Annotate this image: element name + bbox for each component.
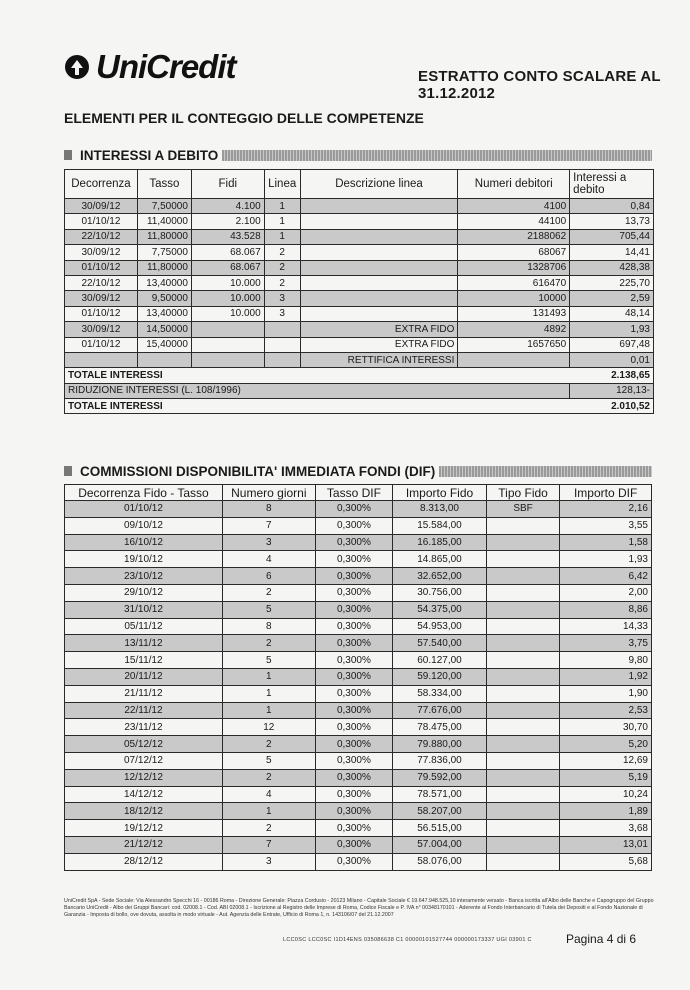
commissioni-section-bar (64, 463, 652, 479)
cell-linea: 1 (264, 229, 300, 244)
cell-importo-fido: 57.004,00 (393, 836, 487, 853)
cell-tasso: 0,300% (315, 501, 392, 518)
cell-giorni: 2 (222, 769, 315, 786)
cell-fidi: 68.067 (191, 260, 264, 275)
cell-decorrenza: 23/10/12 (65, 568, 223, 585)
cell-tasso: 0,300% (315, 719, 392, 736)
commissioni-table-body (65, 501, 652, 871)
cell-giorni: 4 (222, 551, 315, 568)
cell-linea: 2 (264, 245, 300, 260)
cell-descrizione (300, 199, 458, 214)
cell-decorrenza: 22/10/12 (65, 229, 138, 244)
cell-tipo (486, 820, 559, 837)
cell-tipo (486, 752, 559, 769)
cell-giorni: 5 (222, 601, 315, 618)
commissioni-row (65, 786, 652, 803)
cell-decorrenza: 19/10/12 (65, 551, 223, 568)
interessi-section-title: INTERESSI A DEBITO (80, 147, 219, 163)
totale-interessi-value: 2.138,65 (570, 368, 654, 383)
cell-numeri: 4892 (458, 322, 570, 337)
cell-tipo (486, 652, 559, 669)
cell-giorni: 2 (222, 584, 315, 601)
cell-giorni: 3 (222, 534, 315, 551)
riduzione-row (65, 383, 654, 398)
cell-importo-dif: 2,16 (560, 501, 652, 518)
cell-decorrenza: 13/11/12 (65, 635, 223, 652)
cell-giorni: 2 (222, 635, 315, 652)
section-bar-fill (439, 466, 652, 477)
cell-decorrenza: 12/12/12 (65, 769, 223, 786)
cell-giorni: 5 (222, 752, 315, 769)
cell-interessi: 13,73 (570, 214, 654, 229)
col-header-numeri: Numeri debitori (458, 170, 570, 199)
cell-decorrenza: 22/10/12 (65, 275, 138, 290)
cell-importo-fido: 58.207,00 (393, 803, 487, 820)
cell-tipo (486, 618, 559, 635)
totale-interessi-label: TOTALE INTERESSI (65, 368, 570, 383)
cell-giorni: 1 (222, 803, 315, 820)
cell-descrizione: EXTRA FIDO (300, 322, 458, 337)
cell-linea (264, 322, 300, 337)
cell-descrizione (300, 260, 458, 275)
cell-importo-fido: 79.592,00 (393, 769, 487, 786)
interessi-row (65, 214, 654, 229)
cell-linea: 2 (264, 260, 300, 275)
cell-fidi: 43.528 (191, 229, 264, 244)
cell-importo-fido: 54.375,00 (393, 601, 487, 618)
cell-importo-fido: 54.953,00 (393, 618, 487, 635)
interessi-row (65, 352, 654, 367)
cell-linea: 1 (264, 214, 300, 229)
cell-importo-dif: 8,86 (560, 601, 652, 618)
cell-decorrenza: 18/12/12 (65, 803, 223, 820)
cell-importo-fido: 30.756,00 (393, 584, 487, 601)
section-bar-fill (222, 150, 652, 161)
cell-tasso: 0,300% (315, 803, 392, 820)
commissioni-row (65, 635, 652, 652)
cell-tasso: 0,300% (315, 517, 392, 534)
commissioni-row (65, 601, 652, 618)
commissioni-row (65, 618, 652, 635)
cell-giorni: 2 (222, 736, 315, 753)
cell-importo-fido: 16.185,00 (393, 534, 487, 551)
cell-linea (264, 352, 300, 367)
cell-linea: 2 (264, 275, 300, 290)
cell-numeri: 68067 (458, 245, 570, 260)
cell-tasso: 0,300% (315, 652, 392, 669)
commissioni-row (65, 836, 652, 853)
cell-numeri: 1657650 (458, 337, 570, 352)
cell-interessi: 697,48 (570, 337, 654, 352)
cell-descrizione (300, 275, 458, 290)
totale-finale-row (65, 399, 654, 414)
cell-tipo (486, 836, 559, 853)
cell-decorrenza: 19/12/12 (65, 820, 223, 837)
cell-tasso: 0,300% (315, 702, 392, 719)
cell-giorni: 4 (222, 786, 315, 803)
commissioni-row (65, 853, 652, 870)
cell-numeri: 1328706 (458, 260, 570, 275)
cell-tasso: 0,300% (315, 786, 392, 803)
cell-importo-dif: 6,42 (560, 568, 652, 585)
commissioni-row (65, 551, 652, 568)
cell-importo-fido: 58.076,00 (393, 853, 487, 870)
cell-importo-dif: 12,69 (560, 752, 652, 769)
cell-giorni: 1 (222, 702, 315, 719)
cell-tipo (486, 668, 559, 685)
cell-importo-dif: 10,24 (560, 786, 652, 803)
cell-importo-dif: 2,00 (560, 584, 652, 601)
cell-tasso: 11,80000 (137, 229, 191, 244)
document-codes: LCC0SC LCC0SC I1D14ENS 035086638 C1 00000101527744 000000173337 UGI 03901 C (283, 937, 532, 943)
cell-tasso: 0,300% (315, 752, 392, 769)
cell-tasso: 0,300% (315, 853, 392, 870)
cell-importo-dif: 30,70 (560, 719, 652, 736)
cell-importo-dif: 1,58 (560, 534, 652, 551)
cell-numeri: 2188062 (458, 229, 570, 244)
cell-tasso: 0,300% (315, 618, 392, 635)
cell-decorrenza: 15/11/12 (65, 652, 223, 669)
cell-importo-fido: 79.880,00 (393, 736, 487, 753)
interessi-table (64, 169, 654, 414)
cell-tasso (137, 352, 191, 367)
cell-tasso: 0,300% (315, 668, 392, 685)
cell-decorrenza: 30/09/12 (65, 199, 138, 214)
cell-tipo (486, 551, 559, 568)
commissioni-row (65, 820, 652, 837)
cell-tipo (486, 517, 559, 534)
cell-decorrenza: 14/12/12 (65, 786, 223, 803)
cell-importo-fido: 57.540,00 (393, 635, 487, 652)
cell-decorrenza: 30/09/12 (65, 291, 138, 306)
col-header-interessi: Interessi a debito (570, 170, 654, 199)
cell-fidi (191, 322, 264, 337)
commissioni-header-row (65, 485, 652, 501)
cell-linea: 1 (264, 199, 300, 214)
cell-tasso: 0,300% (315, 820, 392, 837)
cell-importo-fido: 14.865,00 (393, 551, 487, 568)
cell-decorrenza: 23/11/12 (65, 719, 223, 736)
unicredit-logo-mark-icon (64, 54, 90, 80)
interessi-row (65, 275, 654, 290)
commissioni-section-title: COMMISSIONI DISPONIBILITA' IMMEDIATA FONDI (DIF) (80, 463, 436, 479)
cell-interessi: 1,93 (570, 322, 654, 337)
cell-decorrenza: 05/11/12 (65, 618, 223, 635)
cell-importo-dif: 1,90 (560, 685, 652, 702)
interessi-row (65, 260, 654, 275)
cell-tipo: SBF (486, 501, 559, 518)
cell-interessi: 705,44 (570, 229, 654, 244)
cell-tasso: 11,80000 (137, 260, 191, 275)
legal-footer: UniCredit SpA - Sede Sociale: Via Alessandro Specchi 16 - 00186 Roma - Direzione Generale: Piazza Cordusio - 20123 Milano - Capitale Sociale € 19.647.948.525,10 interamente versato - Banca iscritta all'Albo delle Banche e Capogruppo del Gruppo Bancario UniCredit - Albo dei Gruppi Bancari: cod. 02008.1 - Cod. ABI 02008.1 - Iscrizione al Registro delle Imprese di Roma, Codice Fiscale e P. IVA n° 00348170101 - Aderente al Fondo Interbancario di Tutela dei Depositi e al Fondo Nazionale di Garanzia - Imposta di bollo, ove dovuta, assolta in modo virtuale - Aut. Agenzia delle Entrate, Ufficio di Roma 1, n. 143106/07 del 21.12.2007 (64, 898, 654, 918)
col-header-importo-fido: Importo Fido (393, 485, 487, 501)
cell-importo-fido: 60.127,00 (393, 652, 487, 669)
cell-decorrenza: 01/10/12 (65, 337, 138, 352)
cell-tasso: 15,40000 (137, 337, 191, 352)
col-header-tipo-fido: Tipo Fido (486, 485, 559, 501)
cell-interessi: 225,70 (570, 275, 654, 290)
cell-importo-dif: 1,92 (560, 668, 652, 685)
cell-descrizione (300, 229, 458, 244)
cell-numeri: 10000 (458, 291, 570, 306)
cell-tasso: 0,300% (315, 836, 392, 853)
cell-tasso: 7,50000 (137, 199, 191, 214)
cell-tipo (486, 685, 559, 702)
cell-fidi: 68.067 (191, 245, 264, 260)
cell-tasso: 7,75000 (137, 245, 191, 260)
commissioni-row (65, 534, 652, 551)
interessi-row (65, 199, 654, 214)
cell-decorrenza: 28/12/12 (65, 853, 223, 870)
cell-importo-dif: 3,75 (560, 635, 652, 652)
cell-interessi: 0,84 (570, 199, 654, 214)
cell-interessi: 428,38 (570, 260, 654, 275)
cell-decorrenza: 22/11/12 (65, 702, 223, 719)
commissioni-row (65, 668, 652, 685)
cell-fidi (191, 352, 264, 367)
cell-decorrenza: 01/10/12 (65, 501, 223, 518)
cell-numeri: 44100 (458, 214, 570, 229)
cell-decorrenza: 20/11/12 (65, 668, 223, 685)
cell-descrizione: EXTRA FIDO (300, 337, 458, 352)
commissioni-row (65, 719, 652, 736)
totale-finale-value: 2.010,52 (570, 399, 654, 414)
cell-importo-fido: 8.313,00 (393, 501, 487, 518)
cell-giorni: 2 (222, 820, 315, 837)
cell-giorni: 7 (222, 517, 315, 534)
cell-fidi (191, 337, 264, 352)
cell-importo-dif: 5,19 (560, 769, 652, 786)
cell-interessi: 48,14 (570, 306, 654, 321)
col-header-decorrenza: Decorrenza (65, 170, 138, 199)
cell-tipo (486, 702, 559, 719)
cell-tasso: 0,300% (315, 685, 392, 702)
cell-decorrenza: 31/10/12 (65, 601, 223, 618)
cell-giorni: 1 (222, 668, 315, 685)
cell-tipo (486, 769, 559, 786)
cell-tasso: 0,300% (315, 736, 392, 753)
cell-descrizione (300, 214, 458, 229)
cell-interessi: 2,59 (570, 291, 654, 306)
cell-giorni: 3 (222, 853, 315, 870)
cell-tasso: 0,300% (315, 551, 392, 568)
cell-interessi: 14,41 (570, 245, 654, 260)
cell-importo-fido: 56.515,00 (393, 820, 487, 837)
cell-importo-fido: 58.334,00 (393, 685, 487, 702)
cell-tasso: 9,50000 (137, 291, 191, 306)
cell-tipo (486, 568, 559, 585)
cell-numeri: 4100 (458, 199, 570, 214)
cell-giorni: 12 (222, 719, 315, 736)
riduzione-label: RIDUZIONE INTERESSI (L. 108/1996) (65, 383, 570, 398)
brand-name: UniCredit (96, 48, 236, 85)
cell-tipo (486, 534, 559, 551)
commissioni-row (65, 736, 652, 753)
interessi-row (65, 337, 654, 352)
cell-numeri: 131493 (458, 306, 570, 321)
cell-decorrenza: 05/12/12 (65, 736, 223, 753)
cell-tasso: 13,40000 (137, 306, 191, 321)
cell-importo-fido: 32.652,00 (393, 568, 487, 585)
interessi-row (65, 245, 654, 260)
cell-importo-dif: 13,01 (560, 836, 652, 853)
commissioni-row (65, 769, 652, 786)
cell-decorrenza: 01/10/12 (65, 260, 138, 275)
col-header-descrizione: Descrizione linea (300, 170, 458, 199)
cell-fidi: 10.000 (191, 291, 264, 306)
cell-numeri (458, 352, 570, 367)
section-heading: ELEMENTI PER IL CONTEGGIO DELLE COMPETENZE (64, 110, 424, 126)
cell-tipo (486, 786, 559, 803)
cell-importo-dif: 5,68 (560, 853, 652, 870)
col-header-numero-giorni: Numero giorni (222, 485, 315, 501)
cell-giorni: 1 (222, 685, 315, 702)
cell-tasso: 0,300% (315, 601, 392, 618)
commissioni-row (65, 517, 652, 534)
cell-fidi: 2.100 (191, 214, 264, 229)
cell-fidi: 10.000 (191, 275, 264, 290)
cell-tasso: 0,300% (315, 769, 392, 786)
totale-interessi-row (65, 368, 654, 383)
commissioni-row (65, 752, 652, 769)
cell-importo-dif: 5,20 (560, 736, 652, 753)
cell-tasso: 11,40000 (137, 214, 191, 229)
commissioni-row (65, 803, 652, 820)
col-header-importo-dif: Importo DIF (560, 485, 652, 501)
cell-tasso: 0,300% (315, 534, 392, 551)
cell-tasso: 13,40000 (137, 275, 191, 290)
cell-descrizione (300, 245, 458, 260)
cell-importo-dif: 2,53 (560, 702, 652, 719)
cell-tipo (486, 853, 559, 870)
cell-decorrenza: 30/09/12 (65, 245, 138, 260)
cell-decorrenza: 01/10/12 (65, 306, 138, 321)
col-header-tasso: Tasso (137, 170, 191, 199)
cell-importo-dif: 1,89 (560, 803, 652, 820)
cell-importo-dif: 1,93 (560, 551, 652, 568)
commissioni-table (64, 484, 652, 871)
cell-importo-dif: 3,68 (560, 820, 652, 837)
cell-decorrenza: 30/09/12 (65, 322, 138, 337)
cell-importo-dif: 14,33 (560, 618, 652, 635)
col-header-linea: Linea (264, 170, 300, 199)
cell-numeri: 616470 (458, 275, 570, 290)
commissioni-row (65, 568, 652, 585)
interessi-row (65, 291, 654, 306)
interessi-table-body (65, 199, 654, 368)
interessi-header-row (65, 170, 654, 199)
cell-interessi: 0,01 (570, 352, 654, 367)
cell-tasso: 0,300% (315, 568, 392, 585)
totale-finale-label: TOTALE INTERESSI (65, 399, 570, 414)
cell-linea: 3 (264, 291, 300, 306)
cell-tasso: 14,50000 (137, 322, 191, 337)
cell-importo-fido: 78.571,00 (393, 786, 487, 803)
cell-decorrenza: 01/10/12 (65, 214, 138, 229)
cell-descrizione (300, 291, 458, 306)
cell-descrizione: RETTIFICA INTERESSI (300, 352, 458, 367)
bullet-square-icon (64, 466, 72, 476)
cell-importo-fido: 77.676,00 (393, 702, 487, 719)
commissioni-row (65, 584, 652, 601)
cell-tasso: 0,300% (315, 584, 392, 601)
commissioni-row (65, 685, 652, 702)
cell-importo-fido: 78.475,00 (393, 719, 487, 736)
cell-giorni: 6 (222, 568, 315, 585)
cell-descrizione (300, 306, 458, 321)
cell-decorrenza: 29/10/12 (65, 584, 223, 601)
bullet-square-icon (64, 150, 72, 160)
commissioni-row (65, 652, 652, 669)
interessi-row (65, 229, 654, 244)
cell-tipo (486, 719, 559, 736)
cell-decorrenza: 21/11/12 (65, 685, 223, 702)
interessi-row (65, 306, 654, 321)
cell-giorni: 5 (222, 652, 315, 669)
col-header-tasso-dif: Tasso DIF (315, 485, 392, 501)
page-number: Pagina 4 di 6 (566, 932, 637, 946)
cell-importo-dif: 3,55 (560, 517, 652, 534)
cell-importo-fido: 15.584,00 (393, 517, 487, 534)
cell-decorrenza (65, 352, 138, 367)
cell-linea: 3 (264, 306, 300, 321)
unicredit-logo (64, 48, 236, 86)
cell-giorni: 8 (222, 501, 315, 518)
cell-tipo (486, 635, 559, 652)
commissioni-row (65, 501, 652, 518)
cell-decorrenza: 09/10/12 (65, 517, 223, 534)
cell-decorrenza: 21/12/12 (65, 836, 223, 853)
cell-importo-fido: 77.836,00 (393, 752, 487, 769)
cell-tipo (486, 601, 559, 618)
cell-tasso: 0,300% (315, 635, 392, 652)
cell-linea (264, 337, 300, 352)
cell-decorrenza: 16/10/12 (65, 534, 223, 551)
cell-tipo (486, 584, 559, 601)
cell-giorni: 7 (222, 836, 315, 853)
cell-fidi: 10.000 (191, 306, 264, 321)
riduzione-value: 128,13- (570, 383, 654, 398)
cell-giorni: 8 (222, 618, 315, 635)
interessi-row (65, 322, 654, 337)
cell-tipo (486, 803, 559, 820)
interessi-section-bar (64, 147, 652, 163)
statement-title: ESTRATTO CONTO SCALARE AL 31.12.2012 (418, 68, 661, 102)
cell-importo-dif: 9,80 (560, 652, 652, 669)
commissioni-row (65, 702, 652, 719)
col-header-decorrenza-fido: Decorrenza Fido - Tasso (65, 485, 223, 501)
cell-fidi: 4.100 (191, 199, 264, 214)
col-header-fidi: Fidi (191, 170, 264, 199)
cell-decorrenza: 07/12/12 (65, 752, 223, 769)
cell-importo-fido: 59.120,00 (393, 668, 487, 685)
cell-tipo (486, 736, 559, 753)
